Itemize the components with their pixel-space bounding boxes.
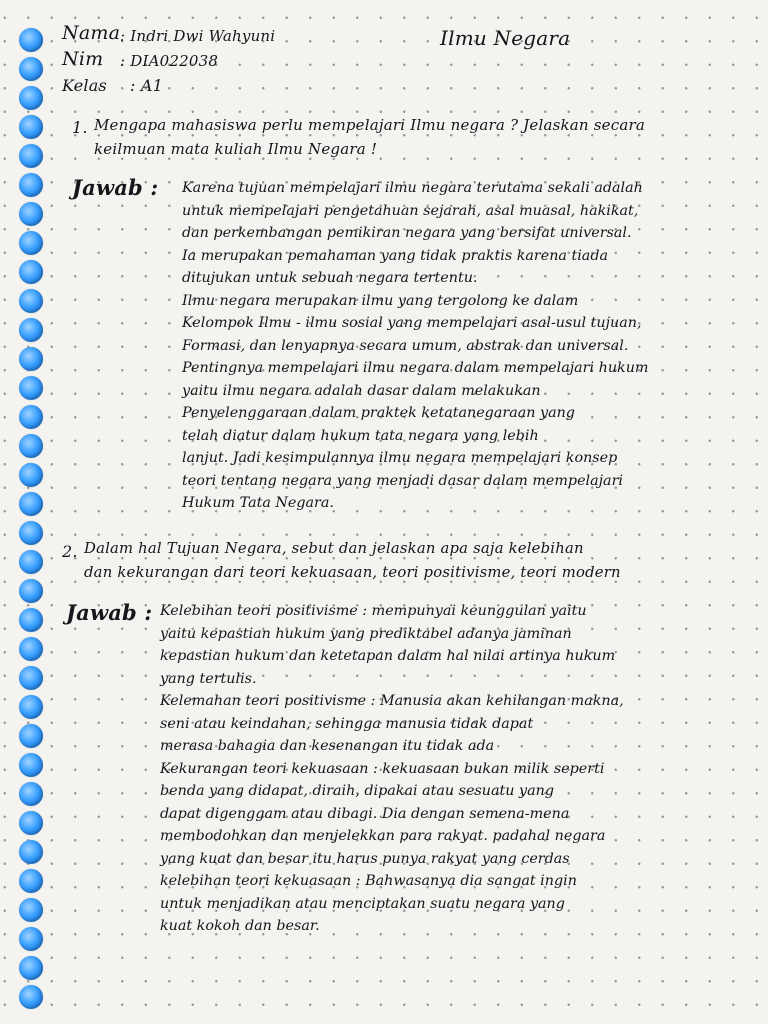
binder-hole-icon (19, 463, 43, 487)
a1-line: Karena tujuan mempelajari ilmu negara terutama sekali adalah (182, 180, 643, 196)
course-title: Ilmu Negara (440, 26, 571, 50)
q1-number: 1. (72, 118, 88, 137)
a1-paragraph (182, 177, 762, 515)
a2-line: kelebihan teori kekuasaan : Bahwasanya dia sangat ingin (160, 873, 577, 889)
a2-line: yang tertulis. (160, 670, 257, 687)
a1-line: teori tentang negara yang menjadi dasar dalam mempelajari (182, 472, 623, 489)
binder-hole-icon (19, 289, 43, 313)
a2-line: Kekurangan teori kekuasaan : kekuasaan bukan milik seperti (160, 760, 605, 777)
binder-hole-icon (19, 173, 43, 197)
a2-line: seni atau keindahan, sehingga manusia tidak dapat (160, 715, 534, 732)
a2-line: membodohkan dan menjelekkan para rakyat. padahal negara (160, 828, 606, 844)
a2-line: dapat digenggam atau dibagi. Dia dengan semena-mena (160, 805, 570, 822)
a1-line: Hukum Tata Negara. (182, 495, 334, 511)
binder-hole-icon (19, 869, 43, 893)
binder-hole-icon (19, 115, 43, 139)
a2-line: kuat kokoh dan besar. (160, 918, 320, 934)
a2-line: benda yang didapat, diraih, dipakai atau sesuatu yang (160, 783, 554, 799)
binder-hole-icon (19, 927, 43, 951)
a1-line: Ilmu negara merupakan ilmu yang tergolong ke dalam (182, 292, 579, 309)
a1-line: dan perkembangan pemikiran negara yang bersifat universal. (182, 225, 632, 241)
binder-hole-icon (19, 840, 43, 864)
binder-hole-icon (19, 57, 43, 81)
q2-line-2: dan kekurangan dari teori kekuasaan, teori positivisme, teori modern (84, 564, 621, 581)
binder-hole-icon (19, 521, 43, 545)
binder-hole-icon (19, 144, 43, 168)
binder-hole-icon (19, 753, 43, 777)
a2-line: Kelebihan teori positivisme : mempunyai keunggulan yaitu (160, 603, 587, 619)
a1-line: Kelompok Ilmu - ilmu sosial yang mempelajari asal-usul tujuan, (182, 315, 642, 331)
a2-line: merasa bahagia dan kesenangan itu tidak ada (160, 738, 495, 754)
binder-hole-icon (19, 405, 43, 429)
binder-hole-icon (19, 86, 43, 110)
binder-hole-icon (19, 724, 43, 748)
binder-holes (0, 0, 60, 1024)
a1-label: Jawab : (72, 175, 159, 200)
binder-hole-icon (19, 956, 43, 980)
a2-label: Jawab : (66, 600, 153, 625)
a1-line: Ia merupakan pemahaman yang tidak praktis karena tiada (182, 247, 609, 264)
binder-hole-icon (19, 231, 43, 255)
binder-hole-icon (19, 782, 43, 806)
a1-line: Penyelenggaraan dalam praktek ketatanegaraan yang (182, 405, 575, 421)
nama-label: Nama (62, 22, 121, 44)
q1-line-1: Mengapa mahasiswa perlu mempelajari Ilmu negara ? Jelaskan secara (94, 116, 645, 134)
binder-hole-icon (19, 202, 43, 226)
a1-line: untuk mempelajari pengetahuan sejarah, asal muasal, hakikat, (182, 202, 639, 219)
binder-hole-icon (19, 318, 43, 342)
kelas-label: Kelas (62, 76, 107, 95)
a2-line: Kelemahan teori positivisme : Manusia akan kehilangan makna, (160, 693, 624, 709)
a1-line: yaitu ilmu negara adalah dasar dalam melakukan (182, 382, 541, 399)
binder-hole-icon (19, 260, 43, 284)
a1-line: telah diatur dalam hukum tata negara yang lebih (182, 427, 539, 444)
q1-line-2: keilmuan mata kuliah Ilmu Negara ! (94, 140, 378, 158)
a1-line: ditujukan untuk sebuah negara tertentu. (182, 270, 478, 286)
binder-hole-icon (19, 666, 43, 690)
binder-hole-icon (19, 608, 43, 632)
nama-value: : Indri Dwi Wahyuni (120, 27, 276, 45)
binder-hole-icon (19, 637, 43, 661)
nim-label: Nim (62, 48, 104, 70)
binder-hole-icon (19, 28, 43, 52)
a1-line: Formasi, dan lenyapnya secara umum, abstrak dan universal. (182, 337, 629, 354)
binder-hole-icon (19, 347, 43, 371)
nim-value: : DIA022038 (120, 52, 219, 70)
kelas-value: : A1 (130, 76, 164, 95)
a1-line: lanjut. Jadi kesimpulannya ilmu negara mempelajari konsep (182, 450, 618, 466)
q2-line-1: Dalam hal Tujuan Negara, sebut dan jelaskan apa saja kelebihan (84, 540, 584, 557)
binder-hole-icon (19, 492, 43, 516)
binder-hole-icon (19, 579, 43, 603)
a2-line: kepastian hukum dan ketetapan dalam hal nilai artinya hukum (160, 648, 616, 664)
binder-hole-icon (19, 376, 43, 400)
binder-hole-icon (19, 985, 43, 1009)
a2-line: untuk menjadikan atau menciptakan suatu negara yang (160, 895, 565, 912)
binder-hole-icon (19, 811, 43, 835)
binder-hole-icon (19, 898, 43, 922)
binder-hole-icon (19, 695, 43, 719)
binder-hole-icon (19, 550, 43, 574)
q2-number: 2. (62, 542, 78, 561)
a2-line: yaitu kepastian hukum yang prediktabel adanya jaminan (160, 625, 572, 642)
a2-paragraph (160, 600, 760, 938)
a1-line: Pentingnya mempelajari ilmu negara dalam mempelajari hukum (182, 360, 649, 376)
binder-hole-icon (19, 434, 43, 458)
a2-line: yang kuat dan besar itu harus punya rakyat yang cerdas (160, 850, 570, 867)
